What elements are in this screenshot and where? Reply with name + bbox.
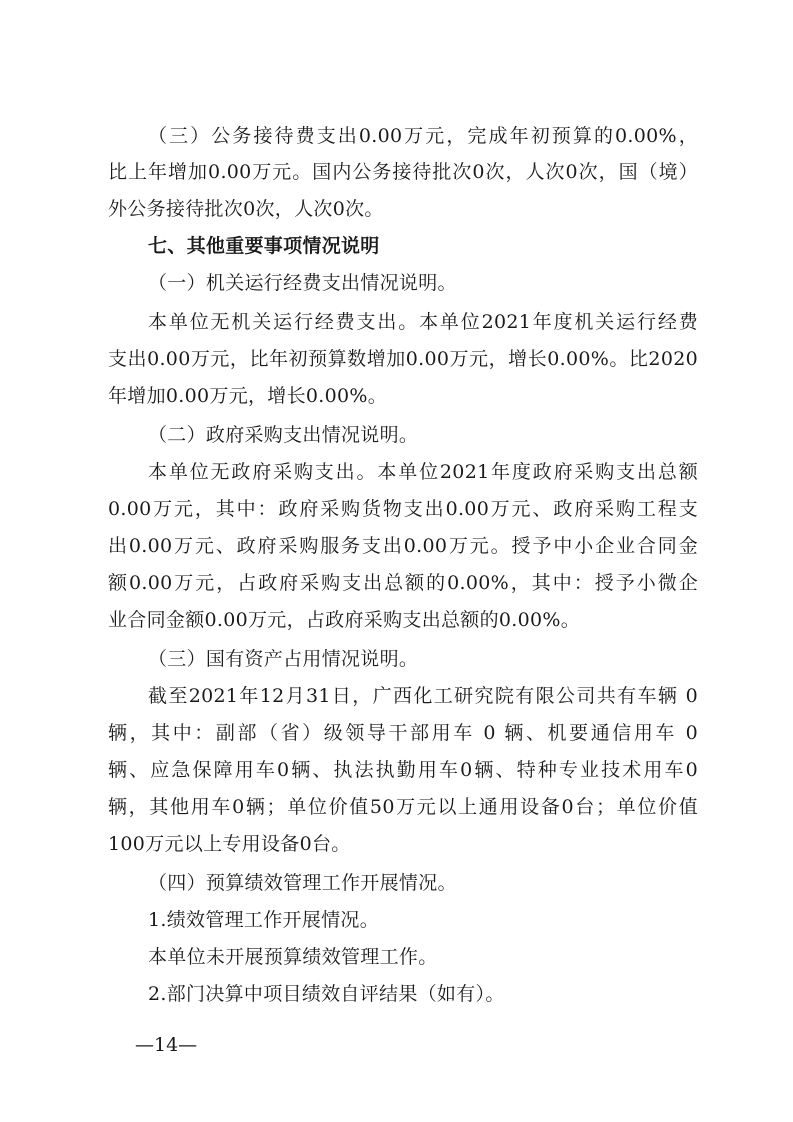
paragraph-line: （三）公务接待费支出0.00万元，完成年初预算的0.00%， (148, 125, 698, 147)
paragraph-line: 比上年增加0.00万元。国内公务接待批次0次，人次0次，国（境） (108, 161, 698, 183)
paragraph-line: 辆，其他用车0辆；单位价值50万元以上通用设备0台；单位价值 (108, 796, 698, 818)
subsection-heading: （四）预算绩效管理工作开展情况。 (148, 872, 457, 894)
paragraph-line: 出0.00万元、政府采购服务支出0.00万元。授予中小企业合同金 (108, 535, 698, 557)
paragraph-line: 本单位无政府采购支出。本单位2021年度政府采购支出总额 (148, 461, 698, 483)
paragraph-line: 本单位未开展预算绩效管理工作。 (148, 946, 438, 968)
paragraph-line: 支出0.00万元，比年初预算数增加0.00万元，增长0.00%。比2020 (108, 348, 698, 370)
section-heading: 七、其他重要事项情况说明 (148, 235, 380, 257)
paragraph-line: 业合同金额0.00万元，占政府采购支出总额的0.00%。 (108, 609, 581, 631)
subsection-heading: （三）国有资产占用情况说明。 (148, 648, 419, 670)
list-item: 2.部门决算中项目绩效自评结果（如有）。 (148, 983, 505, 1005)
paragraph-line: 本单位无机关运行经费支出。本单位2021年度机关运行经费 (148, 311, 698, 333)
paragraph-line: 年增加0.00万元，增长0.00%。 (108, 385, 388, 407)
page-number: —14— (135, 1034, 198, 1056)
list-item: 1.绩效管理工作开展情况。 (148, 909, 380, 931)
paragraph-line: 100万元以上专用设备0台。 (108, 833, 351, 855)
paragraph-line: 辆、应急保障用车0辆、执法执勤用车0辆、特种专业技术用车0 (108, 759, 698, 781)
paragraph-line: 额0.00万元，占政府采购支出总额的0.00%，其中：授予小微企 (108, 572, 698, 594)
subsection-heading: （二）政府采购支出情况说明。 (148, 424, 419, 446)
paragraph-line: 截至2021年12月31日，广西化工研究院有限公司共有车辆 0 (148, 685, 698, 707)
subsection-heading: （一）机关运行经费支出情况说明。 (148, 272, 457, 294)
paragraph-line: 0.00万元，其中：政府采购货物支出0.00万元、政府采购工程支 (108, 498, 698, 520)
paragraph-line: 辆，其中：副部（省）级领导干部用车 0 辆、机要通信用车 0 (108, 722, 698, 744)
paragraph-line: 外公务接待批次0次，人次0次。 (108, 198, 384, 220)
